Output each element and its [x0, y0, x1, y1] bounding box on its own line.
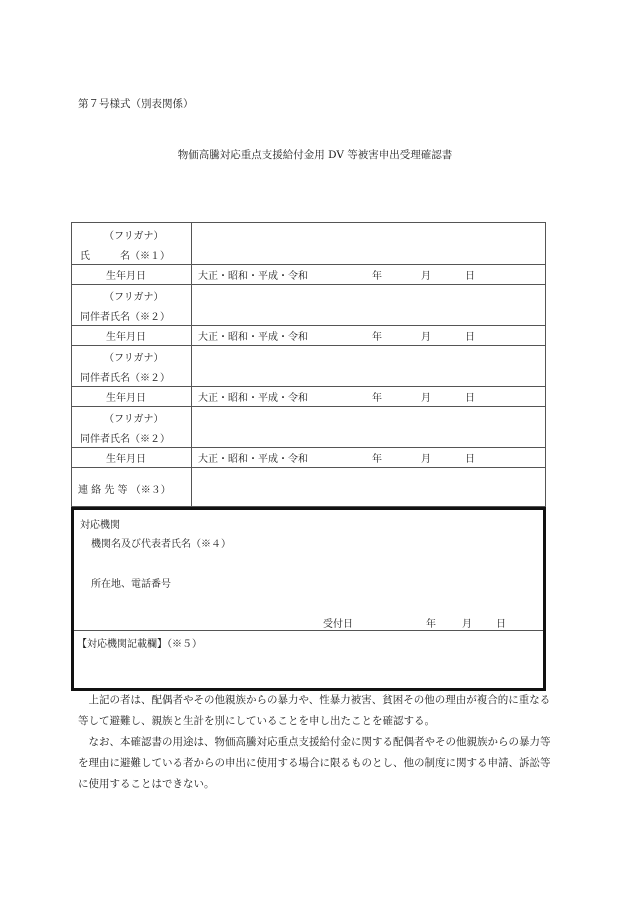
contact-label: 連 絡 先 等 （※３） [78, 485, 171, 496]
dob-label: 生年月日 [106, 393, 146, 404]
companion-name-label: 同伴者氏名（※２） [80, 373, 170, 384]
dob-label: 生年月日 [106, 271, 146, 282]
furigana-label: （フリガナ） [104, 231, 164, 242]
column-divider [191, 223, 192, 506]
year-label: 年 [372, 332, 382, 343]
month-label: 月 [421, 271, 431, 282]
day-label: 日 [465, 393, 475, 404]
document-title: 物価高騰対応重点支援給付金用 DV 等被害申出受理確認書 [177, 149, 453, 161]
furigana-label: （フリガナ） [104, 414, 164, 425]
applicant-table [71, 222, 546, 507]
address-phone-label: 所在地、電話番号 [91, 579, 171, 590]
agency-section [71, 507, 546, 691]
confirmation-text [78, 690, 556, 795]
year-label: 年 [372, 393, 382, 404]
year-label: 年 [426, 619, 436, 630]
dob-label: 生年月日 [106, 332, 146, 343]
companion-name-label: 同伴者氏名（※２） [80, 312, 170, 323]
day-label: 日 [465, 332, 475, 343]
agency-name-representative-label: 機関名及び代表者氏名（※４） [91, 539, 231, 550]
era-options: 大正・昭和・平成・令和 [198, 332, 308, 343]
day-label: 日 [465, 271, 475, 282]
confirmation-paragraph: 上記の者は、配偶者やその他親族からの暴力や、性暴力被害、貧困その他の理由が複合的に重なる等して避難し、親族と生計を別にしていることを申し出たことを確認する。 [78, 694, 551, 727]
day-label: 日 [465, 454, 475, 465]
month-label: 月 [421, 393, 431, 404]
day-label: 日 [496, 619, 506, 630]
era-options: 大正・昭和・平成・令和 [198, 393, 308, 404]
agency-memo-label: 【対応機関記載欄】（※５） [77, 639, 202, 650]
companion-name-label: 同伴者氏名（※２） [80, 434, 170, 445]
month-label: 月 [462, 619, 472, 630]
era-options: 大正・昭和・平成・令和 [198, 271, 308, 282]
name-label: 氏 名（※１） [80, 251, 170, 262]
form-number: 第７号様式（別表関係） [78, 98, 194, 110]
year-label: 年 [372, 454, 382, 465]
furigana-label: （フリガナ） [104, 353, 164, 364]
received-date-label: 受付日 [323, 619, 353, 630]
year-label: 年 [372, 271, 382, 282]
dob-label: 生年月日 [106, 454, 146, 465]
furigana-label: （フリガナ） [104, 292, 164, 303]
era-options: 大正・昭和・平成・令和 [198, 454, 308, 465]
month-label: 月 [421, 332, 431, 343]
agency-heading: 対応機関 [80, 520, 120, 531]
usage-restriction-paragraph: なお、本確認書の用途は、物価高騰対応重点支援給付金に関する配偶者やその他親族からの暴力等を理由に避難している者からの申出に使用する場合に限るものとし、他の制度に関する申請、訴訟等に使用することはできない。 [78, 736, 551, 790]
section-divider [74, 630, 543, 631]
month-label: 月 [421, 454, 431, 465]
